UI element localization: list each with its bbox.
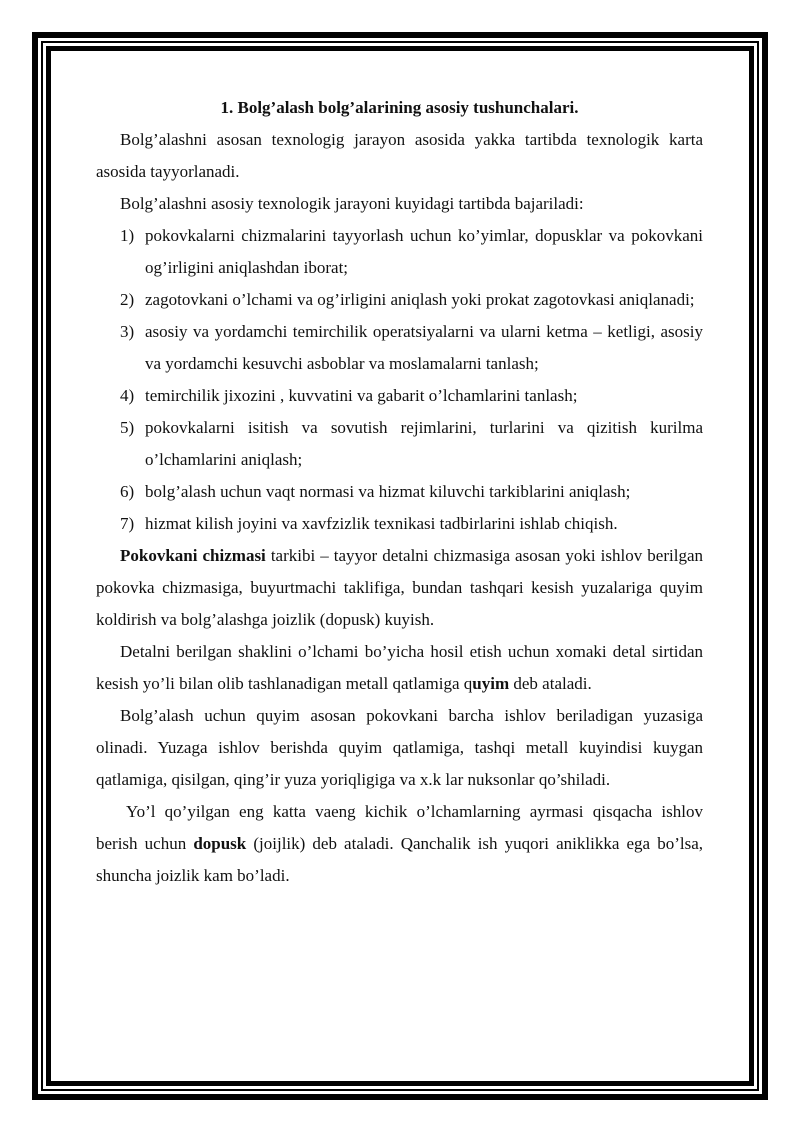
list-item — [96, 380, 703, 412]
list-item-text: asosiy va yordamchi temirchilik operatsiyalarni va ularni ketma – ketligi, asosiy va yordamchi kesuvchi asboblar va moslamalarni tanlash; — [145, 322, 703, 373]
list-item-text: zagotovkani o’lchami va og’irligini aniqlash yoki prokat zagotovkasi aniqlanadi; — [145, 290, 695, 309]
list-item — [96, 220, 703, 284]
list-item-text: pokovkalarni isitish va sovutish rejimlarini, turlarini va qizitish kurilma o’lchamlarini aniqlash; — [145, 418, 703, 469]
list-item-text: temirchilik jixozini , kuvvatini va gabarit o’lchamlarini tanlash; — [145, 386, 578, 405]
list-item-text: hizmat kilish joyini va xavfzizlik texnikasi tadbirlarini ishlab chiqish. — [145, 514, 618, 533]
paragraph-process-intro: Bolg’alashni asosiy texnologik jarayoni kuyidagi tartibda bajariladi: — [120, 194, 584, 213]
process-steps-list — [96, 220, 703, 540]
paragraph-intro: Bolg’alashni asosan texnologig jarayon asosida yakka tartibda texnologik karta asosida tayyorlanadi. — [96, 130, 703, 181]
list-item-number: 4) — [120, 386, 135, 405]
term-pokovkani-chizmasi: Pokovkani chizmasi — [120, 546, 266, 565]
list-item — [96, 284, 703, 316]
list-item — [96, 508, 703, 540]
list-item-number: 5) — [120, 418, 135, 437]
document-body — [96, 92, 703, 892]
list-item-number: 2) — [120, 290, 135, 309]
list-item-text: bolg’alash uchun vaqt normasi va hizmat kiluvchi tarkiblarini aniqlash; — [145, 482, 631, 501]
paragraph-text: (joijlik) deb ataladi. Qanchalik ish yuqori aniklikka ega bo’lsa, shuncha joizlik kam bo’ladi. — [96, 834, 703, 885]
list-item-text: pokovkalarni chizmalarini tayyorlash uchun ko’yimlar, dopusklar va pokovkani og’irligini aniqlashdan iborat; — [145, 226, 703, 277]
paragraph-allowance-details: Bolg’alash uchun quyim asosan pokovkani barcha ishlov beriladigan yuzasiga olinadi. Yuzaga ishlov berishda quyim qatlamiga, tashqi metall kuyindisi kuygan qatlamiga, qisilgan, qing’ir yuza yoriqligiga va x.k lar nuksonlar qo’shiladi. — [96, 706, 703, 789]
list-item-number: 1) — [120, 226, 135, 245]
paragraph-tolerance — [96, 796, 703, 892]
term-dopusk: dopusk — [193, 834, 247, 853]
list-item — [96, 316, 703, 380]
paragraph-allowance — [96, 636, 703, 700]
paragraph-text: tarkibi – tayyor detalni chizmasiga asosan yoki ishlov berilgan pokovka chizmasiga, buyurtmachi taklifiga, bundan tashqari kesish yuzalariga quyim koldirish va bolg’alashga joizlik (dopusk) kuyish. — [96, 546, 703, 629]
paragraph-forging-drawing — [96, 540, 703, 636]
list-item — [96, 412, 703, 476]
list-item-number: 3) — [120, 322, 135, 341]
list-item-number: 7) — [120, 514, 135, 533]
term-quyim: uyim — [472, 674, 510, 693]
paragraph-text: Detalni berilgan shaklini o’lchami bo’yicha hosil etish uchun xomaki detal sirtidan kesish yo’li bilan olib tashlanadigan metall qatlamiga q — [96, 642, 703, 693]
paragraph-text: Yo’l qo’yilgan eng katta vaeng kichik o’lchamlarning ayrmasi qisqacha ishlov berish uchun — [96, 802, 703, 853]
list-item — [96, 476, 703, 508]
list-item-number: 6) — [120, 482, 135, 501]
section-title: 1. Bolg’alash bolg’alarining asosiy tushunchalari. — [220, 98, 579, 117]
paragraph-text: deb ataladi. — [509, 674, 592, 693]
